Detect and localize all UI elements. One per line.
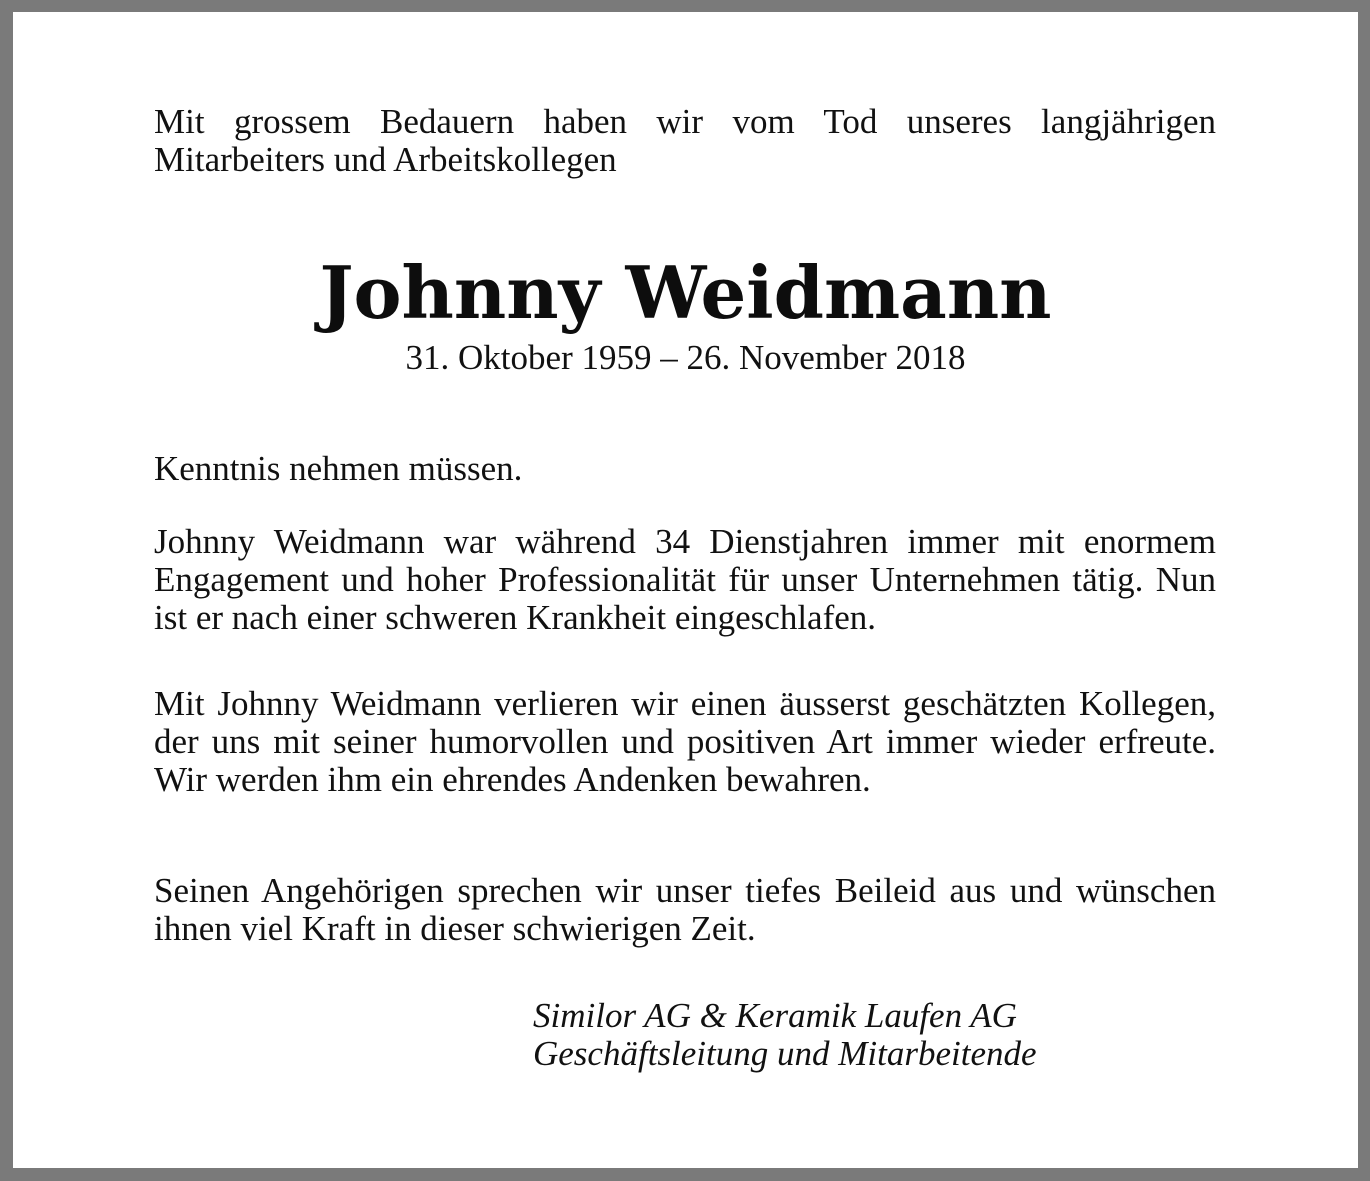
life-dates: 31. Oktober 1959 – 26. November 2018: [405, 338, 966, 377]
paragraph-2: Johnny Weidmann war während 34 Dienstjahren immer mit enormem Engagement und hoher Professionalität für unser Unternehmen tätig. Nun ist er nach einer schweren Krankheit eingeschlafen.: [154, 522, 1216, 637]
obituary-notice: [13, 12, 1358, 1168]
intro-text: Mit grossem Bedauern haben wir vom Tod unseres langjährigen Mitarbeiters und Arbeitskollegen: [154, 102, 1216, 179]
signature-companies: Similor AG & Keramik Laufen AG: [533, 996, 1017, 1035]
deceased-name: Johnny Weidmann: [319, 250, 1052, 335]
paragraph-3: Mit Johnny Weidmann verlieren wir einen äusserst geschätzten Kollegen, der uns mit seiner humorvollen und positiven Art immer wieder erfreute. Wir werden ihm ein ehrendes Andenken bewahren.: [154, 684, 1216, 799]
paragraph-4: Seinen Angehörigen sprechen wir unser tiefes Beileid aus und wünschen ihnen viel Kraft in dieser schwierigen Zeit.: [154, 871, 1216, 948]
signature-senders: Geschäftsleitung und Mitarbeitende: [533, 1034, 1037, 1073]
signature-block: [533, 997, 1233, 1073]
paragraph-1: Kenntnis nehmen müssen.: [154, 449, 523, 488]
